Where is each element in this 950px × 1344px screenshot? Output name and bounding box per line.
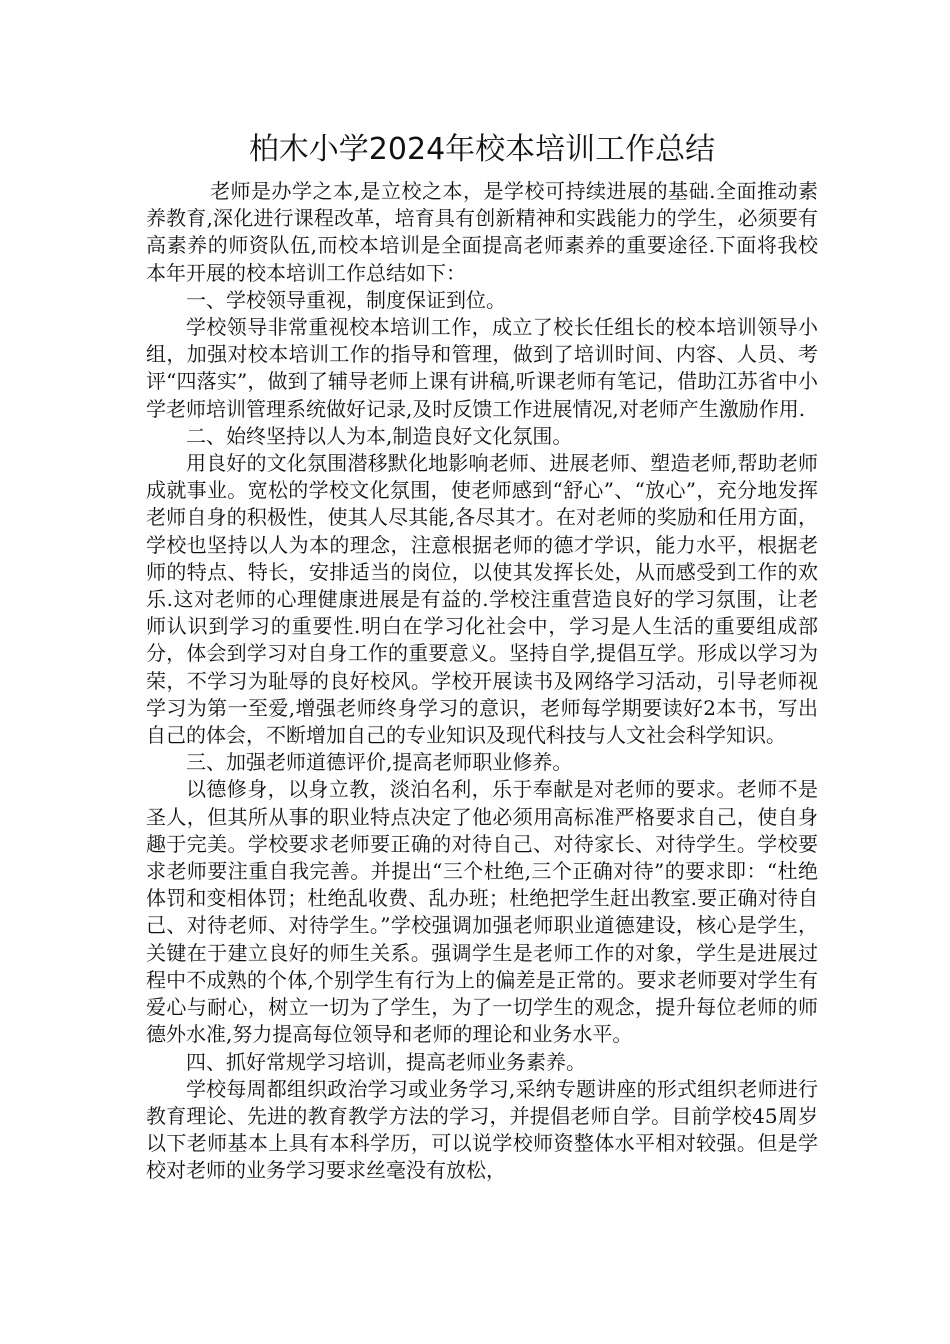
section-paragraph-2: 用良好的文化氛围潜移默化地影响老师、进展老师、塑造老师,帮助老师成就事业。宽松的学校文化氛围，使老师感到“舒心”、“放心”，充分地发挥老师自身的积极性，使其人尽其能,各尽其才。在对老师的奖励和任用方面，学校也坚持以人为本的理念，注意根据老师的德才学识，能力水平，根据老师的特点、特长，安排适当的岗位，以使其发挥长处，从而感受到工作的欢乐.这对老师的心理健康进展是有益的.学校注重营造良好的学习氛围，让老师认识到学习的重要性.明白在学习化社会中，学习是人生活的重要组成部分，体会到学习对自身工作的重要意义。坚持自学,提倡互学。形成以学习为荣，不学习为耻辱的良好校风。学校开展读书及网络学习活动，引导老师视学习为第一至爱,增强老师终身学习的意识，老师每学期要读好2本书，写出自己的体会，不断增加自己的专业知识及现代科技与人文社会科学知识。 <box>146 451 818 748</box>
section-paragraph-4: 学校每周都组织政治学习或业务学习,采纳专题讲座的形式组织老师进行教育理论、先进的教育教学方法的学习，并提倡老师自学。目前学校45周岁以下老师基本上具有本科学历，可以说学校师资整体水平相对较强。但是学校对老师的业务学习要求丝毫没有放松， <box>146 1076 818 1183</box>
section-paragraph-3: 以德修身，以身立教，淡泊名利，乐于奉献是对老师的要求。老师不是圣人，但其所从事的职业特点决定了他必须用高标准严格要求自己，使自身趣于完美。学校要求老师要正确的对待自己、对待家长、对待学生。学校要求老师要注重自我完善。并提出“三个杜绝,三个正确对待”的要求即：“杜绝体罚和变相体罚；杜绝乱收费、乱办班；杜绝把学生赶出教室.要正确对待自己、对待老师、对待学生。”学校强调加强老师职业道德建设，核心是学生，关键在于建立良好的师生关系。强调学生是老师工作的对象，学生是进展过程中不成熟的个体,个别学生有行为上的偏差是正常的。要求老师要对学生有爱心与耐心，树立一切为了学生，为了一切学生的观念，提升每位老师的师德外水准,努力提高每位领导和老师的理论和业务水平。 <box>146 777 818 1047</box>
section-heading-3: 三、加强老师道德评价,提高老师职业修养。 <box>186 750 573 775</box>
document-body <box>146 178 818 1185</box>
section-heading-1: 一、学校领导重视，制度保证到位。 <box>186 287 506 312</box>
section-heading-2: 二、始终坚持以人为本,制造良好文化氛围。 <box>186 423 573 448</box>
document-title: 柏木小学2024年校本培训工作总结 <box>248 132 716 167</box>
section-heading-4: 四、抓好常规学习培训，提高老师业务素养。 <box>186 1049 586 1074</box>
intro-paragraph: 老师是办学之本,是立校之本，是学校可持续进展的基础.全面推动素养教育,深化进行课程改革，培育具有创新精神和实践能力的学生，必须要有高素养的师资队伍,而校本培训是全面提高老师素养的重要途径.下面将我校本年开展的校本培训工作总结如下： <box>146 179 818 285</box>
section-paragraph-1: 学校领导非常重视校本培训工作，成立了校长任组长的校本培训领导小组，加强对校本培训工作的指导和管理，做到了培训时间、内容、人员、考评“四落实”，做到了辅导老师上课有讲稿,听课老师有笔记，借助江苏省中小学老师培训管理系统做好记录,及时反馈工作进展情况,对老师产生激励作用. <box>146 315 818 421</box>
